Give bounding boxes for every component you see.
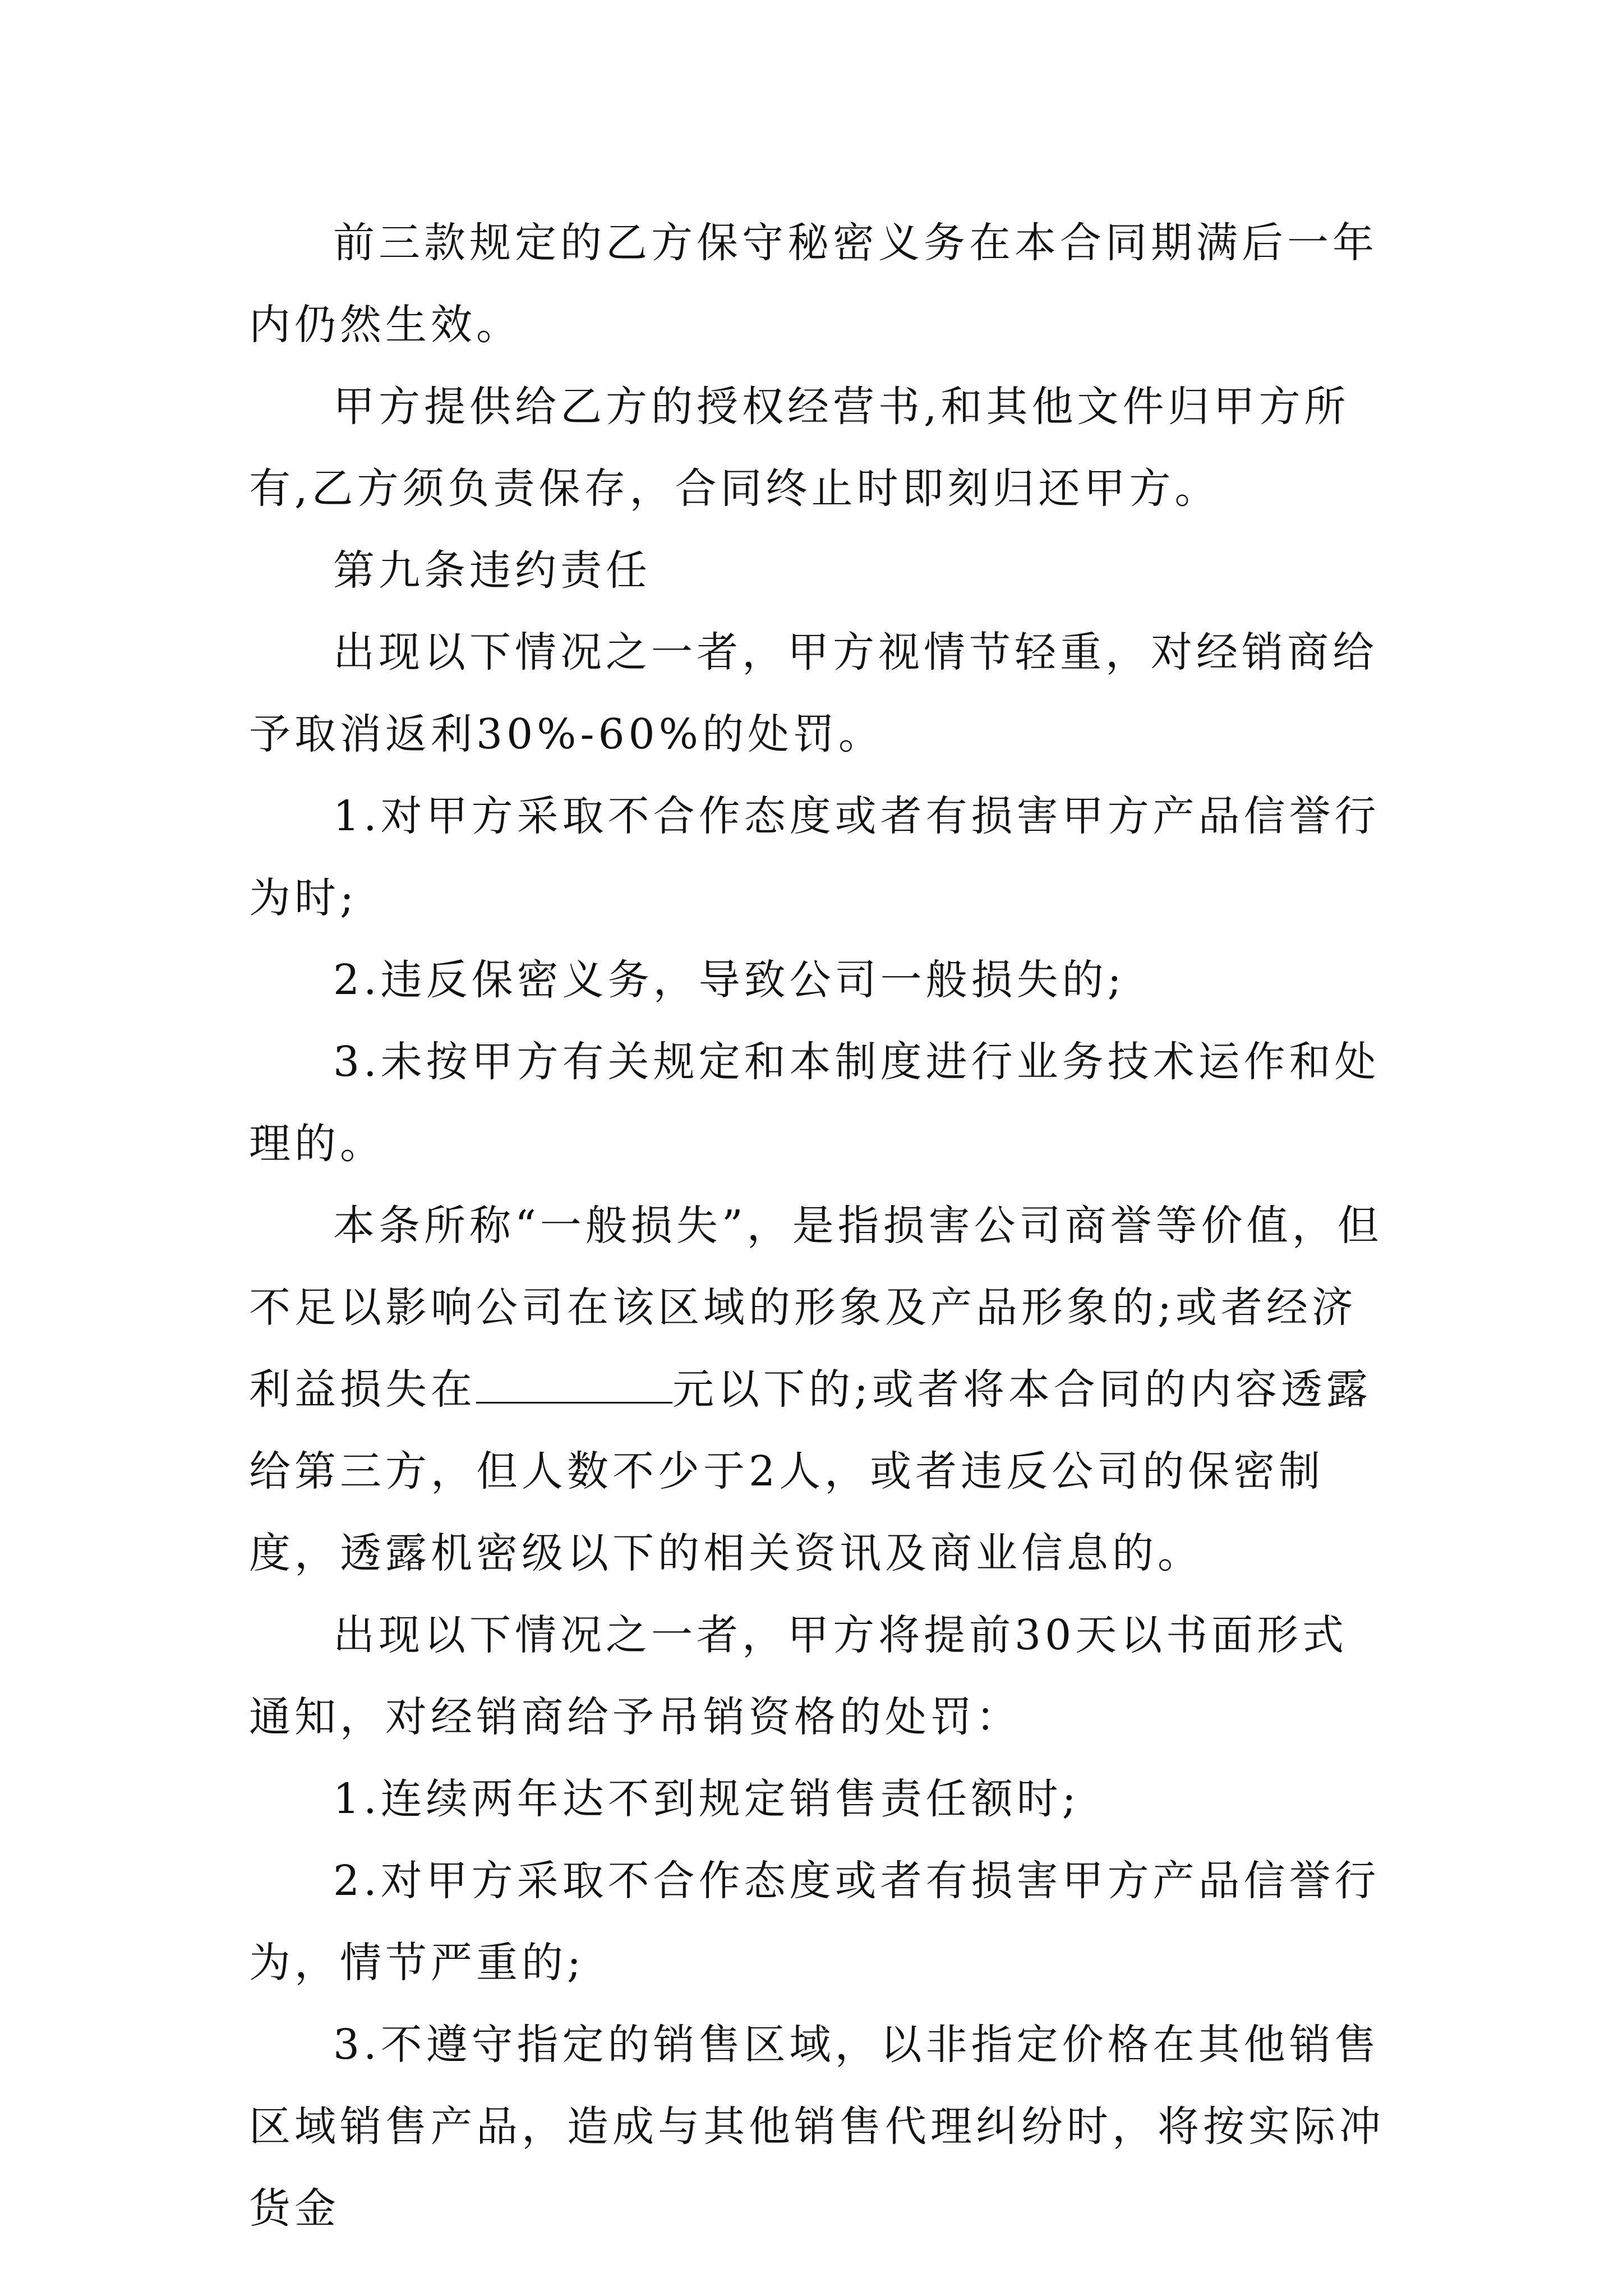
paragraph-revocation-intro: 出现以下情况之一者，甲方将提前30天以书面形式通知，对经销商给予吊销资格的处罚： bbox=[249, 1611, 1348, 1741]
revocation-item-2: 2.对甲方采取不合作态度或者有损害甲方产品信誉行为，情节严重的; bbox=[249, 1857, 1380, 1987]
rebate-penalty-item-3: 3.未按甲方有关规定和本制度进行业务技术运作和处理的。 bbox=[249, 1038, 1380, 1168]
general-loss-text-after-blank: 元以下的;或者将本合同的内容透露给第三方，但人数不少于2人，或者违反公司的保密制度，透露机密级以下的相关资讯及商业信息的。 bbox=[249, 1365, 1372, 1577]
general-loss-text-before-blank: 本条所称“一般损失”，是指损害公司商誉等价值，但不足以影响公司在该区域的形象及产品形象的;或者经济利益损失在 bbox=[249, 1202, 1383, 1414]
document-body bbox=[249, 202, 1387, 2249]
revocation-item-1: 1.连续两年达不到规定销售责任额时; bbox=[333, 1775, 1080, 1823]
paragraph-document-ownership: 甲方提供给乙方的授权经营书,和其他文件归甲方所有,乙方须负责保存，合同终止时即刻归还甲方。 bbox=[249, 383, 1350, 513]
paragraph-rebate-penalty-intro: 出现以下情况之一者，甲方视情节轻重，对经销商给予取消返利30%-60%的处罚。 bbox=[249, 628, 1378, 758]
revocation-item-3: 3.不遵守指定的销售区域，以非指定价格在其他销售区域销售产品，造成与其他销售代理纠纷时，将按实际冲货金 bbox=[249, 2021, 1385, 2233]
paragraph-confidentiality-term: 前三款规定的乙方保守秘密义务在本合同期满后一年内仍然生效。 bbox=[249, 219, 1378, 349]
section-heading-article-9: 第九条违约责任 bbox=[333, 546, 651, 595]
paragraph-general-loss-definition bbox=[249, 1185, 1387, 1594]
rebate-penalty-item-1: 1.对甲方采取不合作态度或者有损害甲方产品信誉行为时; bbox=[249, 792, 1380, 922]
amount-blank-line bbox=[476, 1368, 672, 1404]
rebate-penalty-item-2: 2.违反保密义务，导致公司一般损失的; bbox=[333, 956, 1126, 1004]
